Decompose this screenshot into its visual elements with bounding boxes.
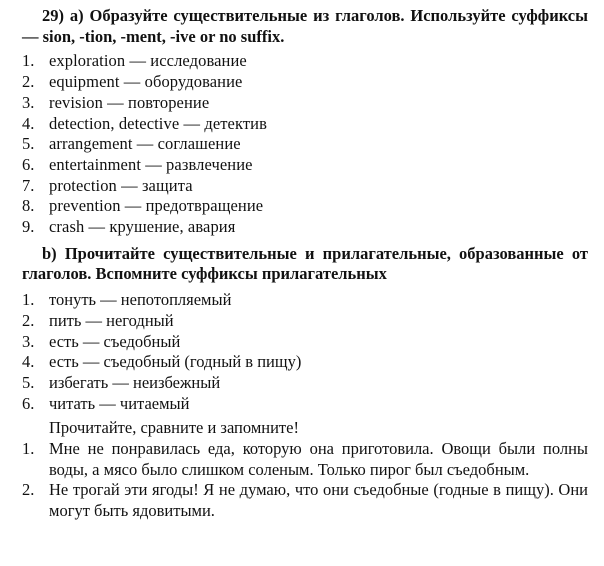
- item-text: exploration — исследование: [49, 51, 247, 71]
- item-number: 7.: [22, 175, 35, 195]
- list-item: [22, 114, 588, 135]
- item-text: equipment — оборудование: [49, 72, 243, 92]
- part-a-letter: a): [69, 6, 84, 25]
- example-sentences: [22, 439, 588, 522]
- list-item: [22, 332, 588, 353]
- list-item: [22, 480, 588, 521]
- list-item: [22, 155, 588, 176]
- item-number: 2.: [22, 72, 35, 92]
- item-text: читать — читаемый: [49, 393, 190, 413]
- list-item: [22, 394, 588, 415]
- part-b-instruction: Прочитайте существительные и прилагательные, образованные от глаголов. Вспомните суффиксы прилагательных: [22, 243, 588, 284]
- item-number: 6.: [22, 154, 35, 174]
- item-number: 1.: [22, 51, 35, 71]
- item-text: entertainment — развлечение: [49, 154, 253, 174]
- list-item: [22, 373, 588, 394]
- item-text: Не трогай эти ягоды! Я не думаю, что они съедобные (годные в пищу). Они могут быть ядовитыми.: [49, 480, 588, 521]
- item-number: 3.: [22, 331, 35, 351]
- part-a-instruction: Образуйте существительные из глаголов. Используйте суффиксы — sion, -tion, -ment, -ive or no suffix.: [22, 6, 589, 46]
- item-number: 6.: [22, 393, 35, 413]
- exercise-number: 29): [42, 6, 64, 25]
- list-item: [22, 72, 588, 93]
- item-text: Мне не понравилась еда, которую она приготовила. Овощи были полны воды, а мясо было слишком соленым. Только пирог был съедобным.: [49, 439, 588, 479]
- item-number: 1.: [22, 439, 35, 459]
- list-item: [22, 290, 588, 311]
- list-item: [22, 176, 588, 197]
- item-text: crash — крушение, авария: [49, 217, 236, 237]
- list-item: [22, 439, 588, 480]
- item-text: revision — повторение: [49, 92, 210, 112]
- list-item: [22, 93, 588, 114]
- list-item: [22, 217, 588, 238]
- read-compare-title: Прочитайте, сравните и запомните!: [49, 418, 299, 438]
- item-text: есть — съедобный: [49, 331, 181, 351]
- item-text: избегать — неизбежный: [49, 372, 221, 392]
- item-text: пить — негодный: [49, 310, 174, 330]
- item-number: 2.: [22, 480, 35, 500]
- item-number: 8.: [22, 196, 35, 216]
- exercise-page: [22, 6, 588, 522]
- item-number: 1.: [22, 290, 35, 310]
- item-text: arrangement — соглашение: [49, 134, 241, 154]
- item-text: protection — защита: [49, 175, 193, 195]
- part-a-heading: [22, 6, 588, 47]
- list-item: [22, 311, 588, 332]
- item-number: 5.: [22, 134, 35, 154]
- item-number: 9.: [22, 217, 35, 237]
- part-b-heading: [22, 244, 588, 285]
- part-a-list: [22, 51, 588, 237]
- list-item: [22, 352, 588, 373]
- item-text: есть — съедобный (годный в пищу): [49, 352, 302, 372]
- item-text: prevention — предотвращение: [49, 196, 264, 216]
- list-item: [22, 51, 588, 72]
- list-item: [22, 196, 588, 217]
- item-number: 5.: [22, 372, 35, 392]
- item-text: detection, detective — детектив: [49, 113, 268, 133]
- item-number: 3.: [22, 92, 35, 112]
- list-item: [22, 134, 588, 155]
- item-text: тонуть — непотопляемый: [49, 290, 232, 310]
- item-number: 2.: [22, 310, 35, 330]
- part-b-letter: b): [42, 243, 57, 263]
- item-number: 4.: [22, 113, 35, 133]
- part-b-list: [22, 290, 588, 414]
- item-number: 4.: [22, 352, 35, 372]
